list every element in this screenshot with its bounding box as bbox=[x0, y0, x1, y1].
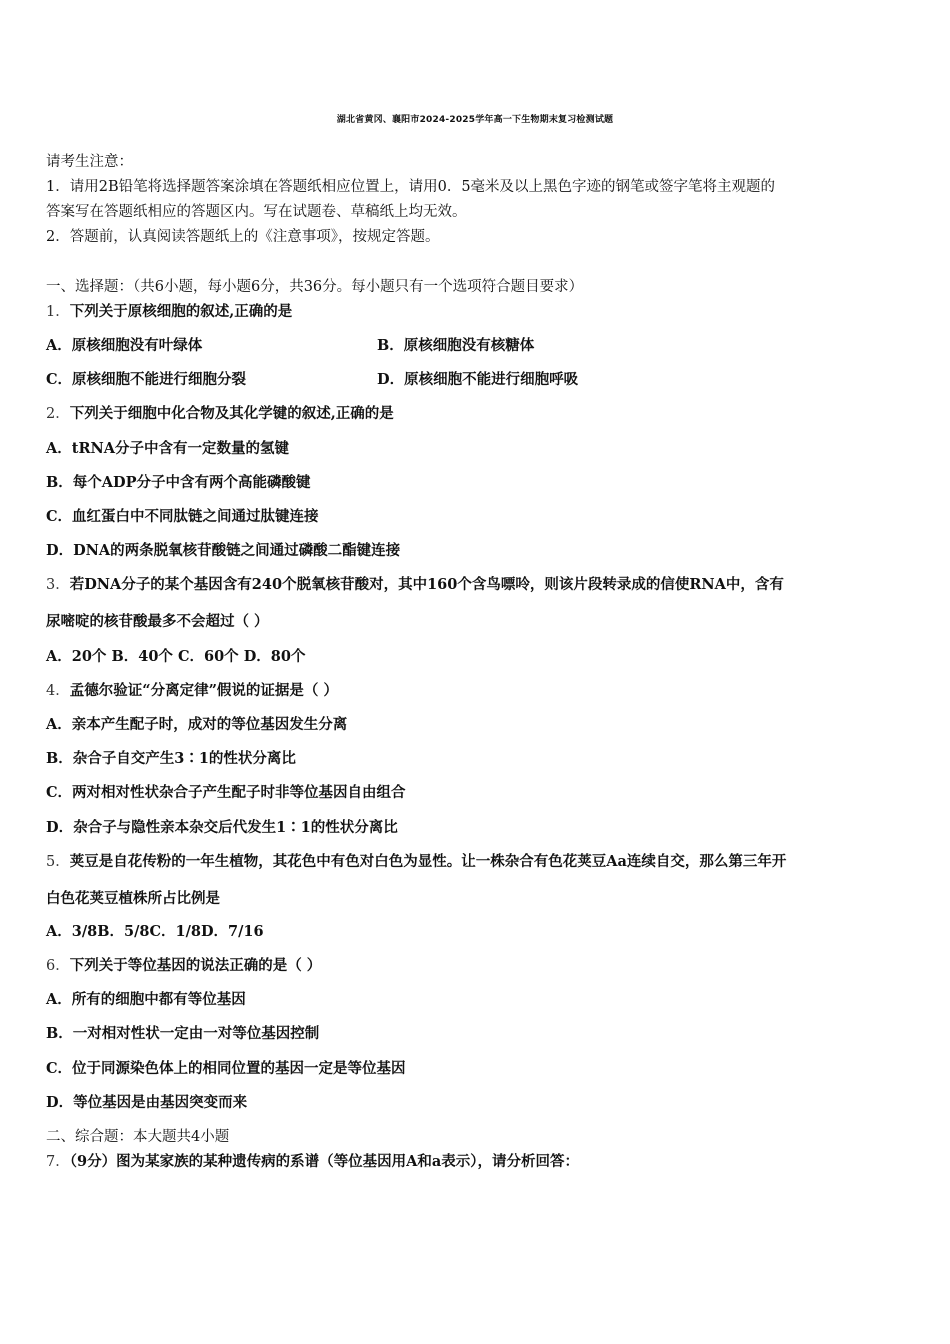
question-1-stem: 1．下列关于原核细胞的叙述,正确的是 bbox=[46, 303, 293, 320]
question-2-option-a: A．tRNA分子中含有一定数量的氢键 bbox=[46, 440, 290, 457]
question-6-option-d: D．等位基因是由基因突变而来 bbox=[46, 1094, 248, 1111]
question-6-option-a: A．所有的细胞中都有等位基因 bbox=[46, 991, 246, 1008]
exam-title: 湖北省黄冈、襄阳市2024-2025学年高一下生物期末复习检测试题 bbox=[336, 115, 614, 125]
question-4-option-b: B．杂合子自交产生3∶1的性状分离比 bbox=[46, 750, 296, 767]
question-7-stem: 7．（9分）图为某家族的某种遗传病的系谱（等位基因用A和a表示），请分析回答： bbox=[46, 1153, 579, 1170]
question-4-option-d: D．杂合子与隐性亲本杂交后代发生1∶1的性状分离比 bbox=[46, 819, 398, 836]
question-2-stem: 2．下列关于细胞中化合物及其化学键的叙述,正确的是 bbox=[46, 405, 394, 422]
question-5-stem-cont: 白色花荚豆植株所占比例是 bbox=[46, 890, 220, 907]
question-5-options: A．3/8B．5/8C．1/8D．7/16 bbox=[46, 923, 264, 940]
notice-heading: 请考生注意： bbox=[46, 154, 133, 170]
question-4-option-c: C．两对相对性状杂合子产生配子时非等位基因自由组合 bbox=[46, 784, 406, 801]
notice-item-2: 2．答题前，认真阅读答题纸上的《注意事项》，按规定答题。 bbox=[46, 229, 440, 245]
notice-item-1-cont: 答案写在答题纸相应的答题区内。写在试题卷、草稿纸上均无效。 bbox=[46, 204, 467, 220]
question-5-stem: 5．荚豆是自花传粉的一年生植物，其花色中有色对白色为显性。让一株杂合有色花荚豆Aa连续自交，那么第三年开 bbox=[46, 853, 787, 870]
question-7-number: 7． bbox=[46, 1154, 70, 1170]
question-6-stem: 6．下列关于等位基因的说法正确的是（ ） bbox=[46, 957, 322, 974]
question-3-stem: 3．若DNA分子的某个基因含有240个脱氧核苷酸对，其中160个含鸟嘌呤，则该片段转录成的信使RNA中，含有 bbox=[46, 576, 784, 593]
question-5-number: 5． bbox=[46, 854, 70, 870]
section2-heading: 二、综合题：本大题共4小题 bbox=[46, 1129, 230, 1145]
question-4-number: 4． bbox=[46, 683, 70, 699]
question-6-number: 6． bbox=[46, 958, 70, 974]
question-4-stem: 4．孟德尔验证“分离定律”假说的证据是（ ） bbox=[46, 682, 338, 699]
question-2-number: 2． bbox=[46, 406, 70, 422]
question-2-option-d: D．DNA的两条脱氧核苷酸链之间通过磷酸二酯键连接 bbox=[46, 542, 401, 559]
question-3-options: A．20个 B．40个 C．60个 D．80个 bbox=[46, 648, 306, 665]
question-2-option-c: C．血红蛋白中不同肽链之间通过肽键连接 bbox=[46, 508, 319, 525]
question-4-option-a: A．亲本产生配子时，成对的等位基因发生分离 bbox=[46, 716, 348, 733]
question-1-option-d: D．原核细胞不能进行细胞呼吸 bbox=[377, 371, 579, 388]
question-6-option-c: C．位于同源染色体上的相同位置的基因一定是等位基因 bbox=[46, 1060, 406, 1077]
notice-item-1: 1．请用2B铅笔将选择题答案涂填在答题纸相应位置上，请用0．5毫米及以上黑色字迹的钢笔或签字笔将主观题的 bbox=[46, 179, 776, 195]
question-1-option-b: B．原核细胞没有核糖体 bbox=[377, 337, 535, 354]
question-3-number: 3． bbox=[46, 577, 70, 593]
question-1-option-c: C．原核细胞不能进行细胞分裂 bbox=[46, 371, 247, 388]
question-3-stem-cont: 尿嘧啶的核苷酸最多不会超过（ ） bbox=[46, 613, 269, 630]
question-1-number: 1． bbox=[46, 304, 70, 320]
question-2-option-b: B．每个ADP分子中含有两个高能磷酸键 bbox=[46, 474, 311, 491]
section1-heading: 一、选择题：（共6小题，每小题6分，共36分。每小题只有一个选项符合题目要求） bbox=[46, 279, 584, 295]
question-6-option-b: B．一对相对性状一定由一对等位基因控制 bbox=[46, 1025, 320, 1042]
question-1-option-a: A．原核细胞没有叶绿体 bbox=[46, 337, 203, 354]
